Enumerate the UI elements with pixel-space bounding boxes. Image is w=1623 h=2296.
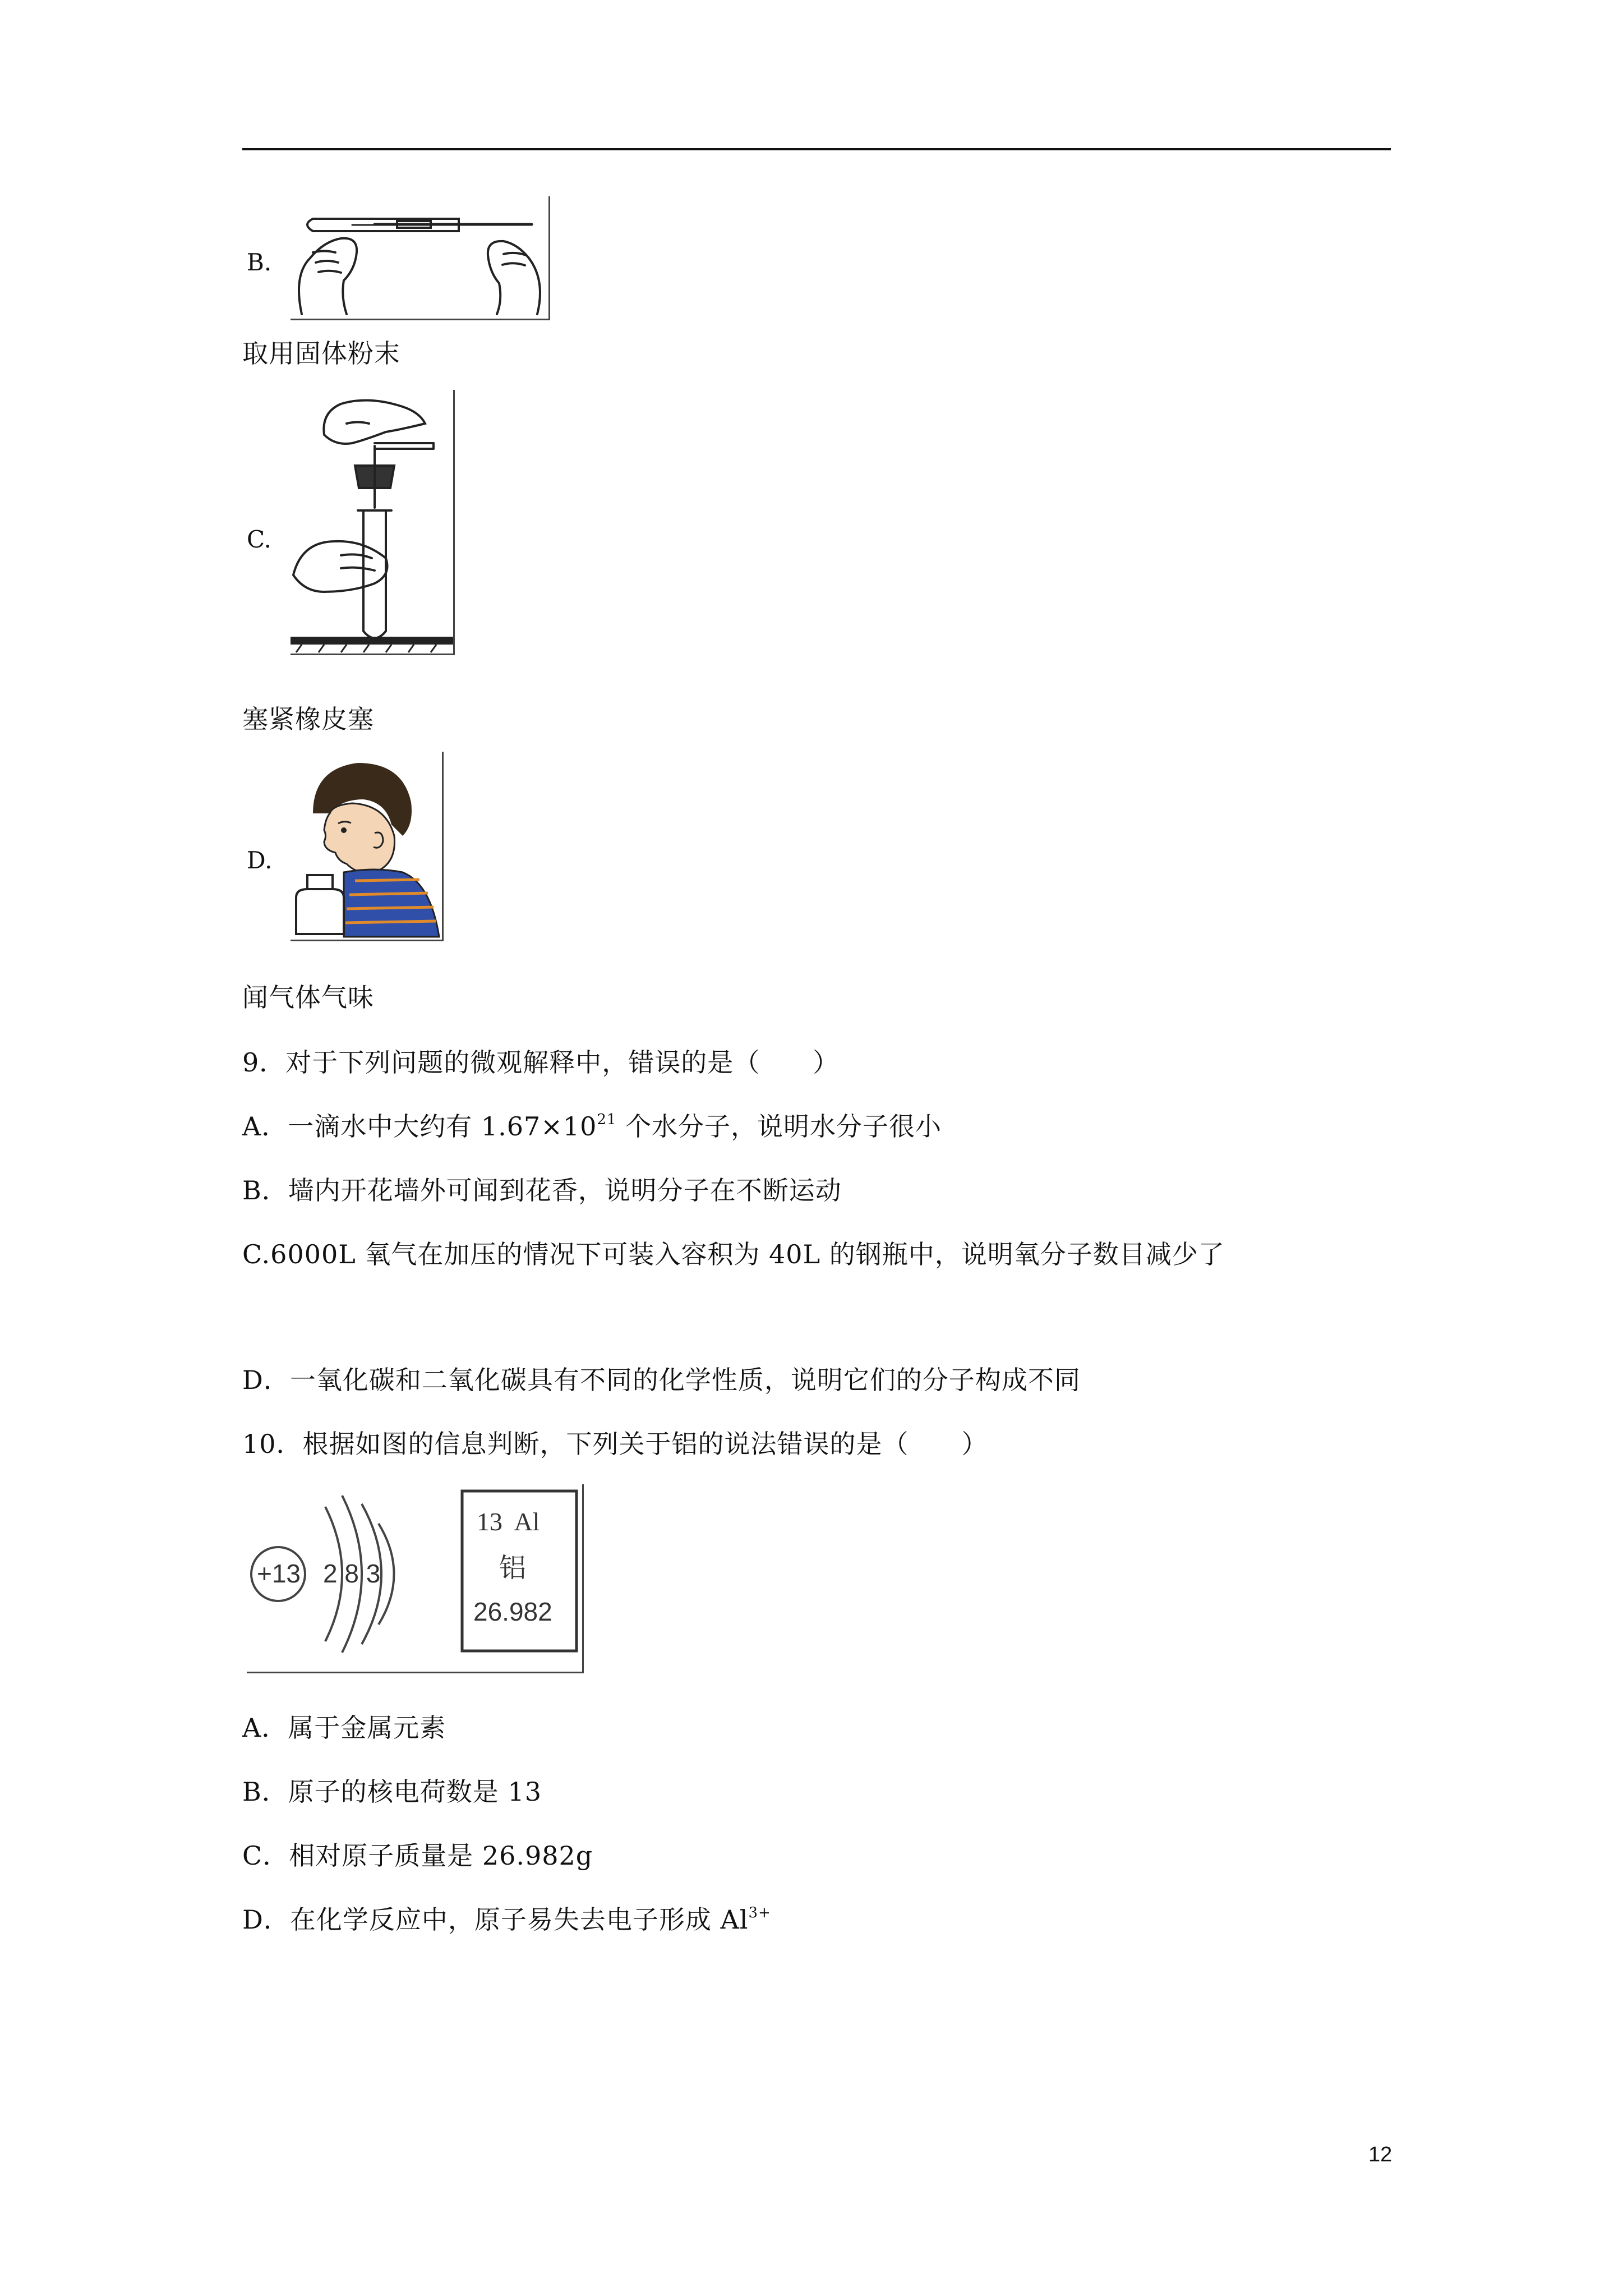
header-rule	[242, 148, 1391, 150]
question-10-option-c: C．相对原子质量是 26.982g	[242, 1841, 593, 1871]
nucleus-charge: +13	[256, 1559, 301, 1588]
question-9-option-a: A．一滴水中大约有 $1.67\times 10^{21}$ 个水分子，说明水分子很小	[242, 1111, 942, 1142]
question-9-option-d: D．一氧化碳和二氧化碳具有不同的化学性质，说明它们的分子构成不同	[242, 1365, 1081, 1395]
question-9-option-b: B．墙内开花墙外可闻到花香，说明分子在不断运动	[242, 1175, 842, 1205]
stopper-figure	[291, 390, 455, 655]
option-b-letter: B.	[247, 249, 272, 276]
option-d-letter: D.	[247, 846, 273, 874]
option-c-caption: 塞紧橡皮塞	[242, 704, 374, 734]
option-d-caption: 闻气体气味	[242, 982, 374, 1013]
option-b-caption: 取用固体粉末	[242, 338, 400, 369]
question-10-option-b: B．原子的核电荷数是 13	[242, 1777, 542, 1807]
question-9-stem: 9．对于下列问题的微观解释中，错误的是（ ）	[242, 1047, 840, 1078]
atomic-mass: 26.982	[473, 1597, 552, 1626]
question-10-option-d: D．在化学反应中，原子易失去电子形成 $Al^{3+}$	[242, 1904, 771, 1935]
atomic-number-symbol: 13 Al	[477, 1507, 540, 1536]
electron-shells: 2 8 3	[323, 1559, 381, 1588]
option-c-letter: C.	[247, 526, 271, 553]
test-tube-powder-figure	[291, 196, 550, 320]
smelling-gas-figure	[291, 752, 444, 941]
page-number: 12	[1368, 2143, 1393, 2166]
element-name: 铝	[499, 1552, 527, 1584]
question-9-option-c: C.6000L 氧气在加压的情况下可装入容积为 40L 的钢瓶中，说明氧分子数目减少了	[242, 1239, 1225, 1269]
question-10-stem: 10．根据如图的信息判断，下列关于铝的说法错误的是（ ）	[242, 1429, 988, 1459]
aluminum-atom-figure	[247, 1484, 584, 1673]
question-10-option-a: A．属于金属元素	[242, 1713, 446, 1743]
